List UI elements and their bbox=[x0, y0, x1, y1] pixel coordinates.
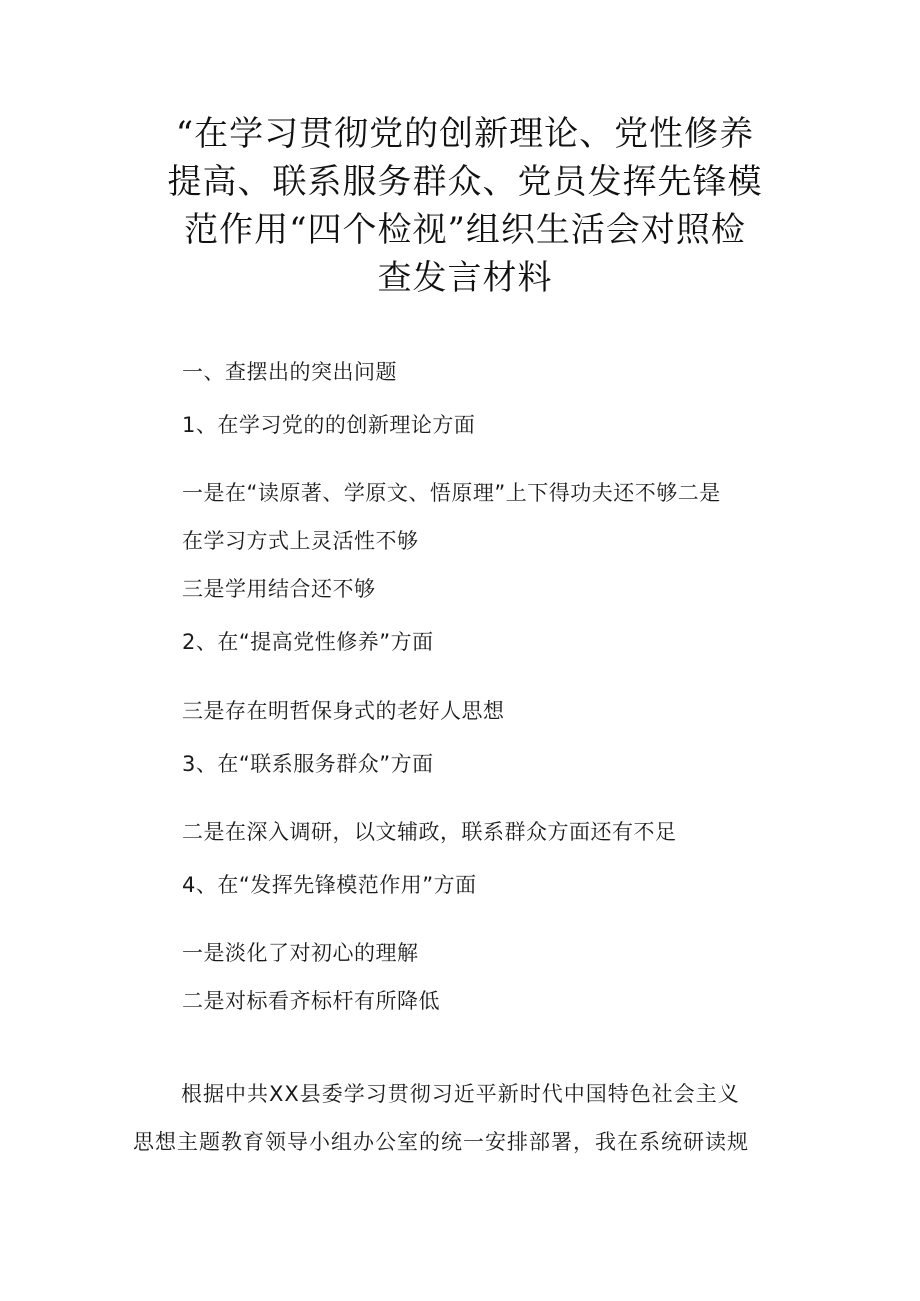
item2-heading: 2、在“提高党性修养”方面 bbox=[182, 630, 434, 654]
item3-text-line-1: 二是在深入调研，以文辅政，联系群众方面还有不足 bbox=[182, 820, 677, 844]
item4-text-line-2: 二是对标看齐标杆有所降低 bbox=[182, 989, 440, 1013]
item1-text-line-3: 三是学用结合还不够 bbox=[182, 577, 376, 601]
section-heading: 一、查摆出的突出问题 bbox=[182, 360, 397, 384]
document-title bbox=[140, 110, 790, 302]
item1-heading: 1、在学习党的的创新理论方面 bbox=[182, 413, 476, 437]
item4-heading: 4、在“发挥先锋模范作用”方面 bbox=[182, 873, 477, 897]
closing-paragraph bbox=[133, 1080, 793, 1156]
title-line-1: “在学习贯彻党的创新理论、党性修养 bbox=[175, 114, 755, 154]
title-line-2: 提高、联系服务群众、党员发挥先锋模 bbox=[167, 162, 763, 202]
title-line-4: 查发言材料 bbox=[377, 258, 553, 298]
item1-text-line-2: 在学习方式上灵活性不够 bbox=[182, 529, 419, 553]
item3-heading: 3、在“联系服务群众”方面 bbox=[182, 752, 434, 776]
item4-text-line-1: 一是淡化了对初心的理解 bbox=[182, 941, 419, 965]
closing-line-1: 根据中共XX县委学习贯彻习近平新时代中国特色社会主义 bbox=[181, 1082, 740, 1106]
item2-text-line-1: 三是存在明哲保身式的老好人思想 bbox=[182, 699, 505, 723]
closing-line-2: 思想主题教育领导小组办公室的统一安排部署，我在系统研读规 bbox=[133, 1130, 749, 1154]
title-line-3: 范作用“四个检视”组织生活会对照检 bbox=[184, 210, 746, 250]
item1-text-line-1: 一是在“读原著、学原文、悟原理”上下得功夫还不够二是 bbox=[182, 481, 721, 505]
